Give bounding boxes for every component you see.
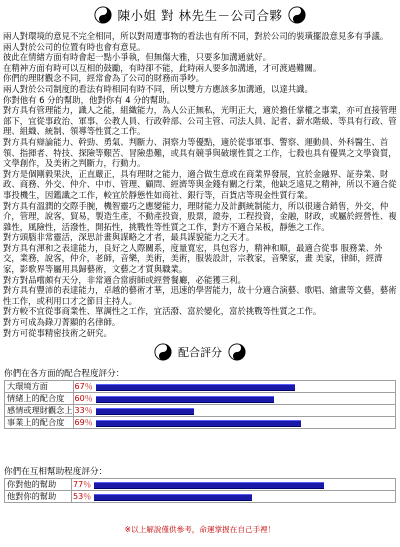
score-row [5, 491, 396, 503]
score-row [5, 381, 396, 393]
score-row [5, 417, 396, 429]
score-bar [94, 482, 324, 489]
description-paragraph: 對方具有豐沛的表達能力，卓越的藝術才華，迅速的學習能力，故十分適合演藝、歌唱、繪畫等文藝，藝術性工作，或利用口才之節目主持人。 [3, 285, 397, 306]
description-paragraph: 對方較不宜從事商業性、單調性之工作，宜活潑、富於變化，富於挑戰等性質之工作。 [3, 306, 322, 317]
score-label: 情緒上的配合度 [5, 393, 74, 405]
score-bar-cell [73, 381, 395, 393]
description-paragraph: 你對他有 6 分的幫助，他對你有 4 分的幫助。 [3, 94, 176, 105]
score-percent: 67％ [74, 382, 93, 391]
score-bar-track [72, 480, 395, 489]
score-percent: 77％ [73, 480, 92, 489]
cooperation-score-table [4, 380, 396, 429]
description-paragraph: 你們的理財觀念不同，經常會為了公司的財務而爭吵。 [3, 73, 204, 84]
description-paragraph: 彼此在情緒方面有時會起一點小爭執，但無傷大雅，只要多加溝通就好。 [3, 52, 271, 63]
section-title: 配合評分 [178, 346, 222, 359]
score-row [5, 479, 396, 491]
description-paragraph: 對方可從事精密技術之研究。 [3, 327, 112, 338]
description-paragraph: 兩人對於公司制度的看法有時相同有時不同，所以雙方方應該多加溝通，以達共識。 [3, 83, 313, 94]
score-percent: 69％ [74, 418, 93, 427]
score-bar [96, 408, 194, 415]
question-cooperation: 你們在各方面的配合程度評分： [4, 369, 125, 379]
description-paragraph: 對方具有管理能力，識人之能，組織能力，為人公正無私，光明正大，適於擔任掌權之事業，亦可直接管理部下，宜從事政治、軍事、公教人員、行政幹部、公司主管、司法人員、記者、薪水階級、等具有行政、管理、組織、統制、領導等性質之工作。 [3, 105, 397, 137]
yin-yang-icon [94, 6, 112, 24]
description-paragraph: 對方是個剛毅果決，正直嚴正，具有理財之能力，適合做生意或在商業界發展，宜於金融界、証券業、財政、商務、外交、仲介、中市、管理、顧問、經濟等與金錢有關之行業，他缺乏遠見之精神，所以不適合從事投機生，因鑑識之工作，較宜於靜態性如商社、銀行等，百貨店等現金性質行業。 [3, 168, 397, 200]
score-label: 你對他的幫助 [5, 479, 72, 491]
score-bar [96, 384, 295, 391]
score-bar-track [74, 382, 395, 391]
score-bar [94, 494, 252, 501]
page-title: 陳小姐 對 林先生－公司合夥 [117, 8, 283, 23]
score-bar-cell [72, 491, 396, 503]
description-paragraph: 對方頭腦非常靈活，深思計畫與謀略之才者，最具謀貌能力之天才。 [3, 232, 255, 243]
description-paragraph: 對方具有溫潤的交際手腕，機智靈巧之應變能力，理財能力及計劃統制能力，所以很適合銷售，外交，仲介，管理，說客，貿易，製造生產，不動產投資，股票，證券，工程投資，金融，財政，或屬於經營性、複雜性，風險性，活潑性，開拓性，挑戰性等性質之工作，對方不適合呆板，靜態之工作。 [3, 200, 397, 232]
score-section-header [0, 342, 400, 362]
score-bar [96, 420, 301, 427]
score-bar-cell [73, 393, 395, 405]
description-paragraph: 對方具有辯論能力、幹勁、勇氣、判斷力、洞察力等優點，適於從事軍事、警察、運動員、外科醫生、首領、指揮者、特技、探險等艱苦、冒險患難，或具有競爭與破壞性質之工作，七殺也具有優異之文學資質，文學創作，及美術之判斷力，行動力。 [3, 136, 397, 169]
score-bar-cell [73, 405, 395, 417]
mutual-help-score-table [4, 478, 396, 503]
score-bar-cell [73, 417, 395, 429]
yin-yang-icon [288, 6, 306, 24]
score-label: 感情或理財觀念上 [5, 405, 74, 417]
description-paragraph: 對方可成為錄刀菁顯的名律師。 [3, 317, 121, 328]
score-label: 大環境方面 [5, 381, 74, 393]
score-percent: 33％ [74, 406, 93, 415]
score-percent: 60％ [74, 394, 93, 403]
score-bar-track [74, 394, 395, 403]
yin-yang-icon [154, 343, 172, 361]
score-bar-track [74, 418, 395, 427]
score-bar-track [74, 406, 395, 415]
description-block [3, 31, 397, 338]
description-paragraph: 兩人對於公司的位置有時也會有意見。 [3, 41, 146, 52]
score-bar-track [72, 492, 395, 501]
description-paragraph: 對方具有渾和之表達能力，良好之人際關系，度量寬宏，具包容力，精神和順，最適合從事 服務業、外交，業務，說客，仲介，老師，音樂，美術，美術，服裝設計，宗教家，音樂家，畫 美家，律師，經濟家，影歌界等屬用具歸藝術，文藝之才質與職業。 [3, 242, 383, 275]
score-percent: 53％ [73, 492, 92, 501]
score-bar-cell [72, 479, 396, 491]
score-label: 事業上的配合度 [5, 417, 74, 429]
score-row [5, 405, 396, 417]
yin-yang-icon [228, 343, 246, 361]
page-header [0, 2, 400, 28]
description-paragraph: 對方對品嚐頗有天分，非常適合當廚師或經營餐廳，必能獲三利。 [3, 274, 246, 285]
footer-note: ※以上解說僅供參考，命運掌握在自己手裡！ [124, 525, 276, 534]
description-paragraph: 在精神方面有時可以互相的鼓勵，有時卻不能，此時兩人要多加溝通，才可渡過難關。 [3, 62, 322, 73]
description-paragraph: 兩人對環境的意見不完全相同，所以對周遭事物的看法也有所不同，對於公司的裝璜擺設意見多有爭議。 [3, 31, 389, 41]
score-label: 他對你的幫助 [5, 491, 72, 503]
score-bar [96, 396, 274, 403]
question-mutual-help: 你們在互相幫助程度評分： [4, 467, 108, 477]
score-row [5, 393, 396, 405]
